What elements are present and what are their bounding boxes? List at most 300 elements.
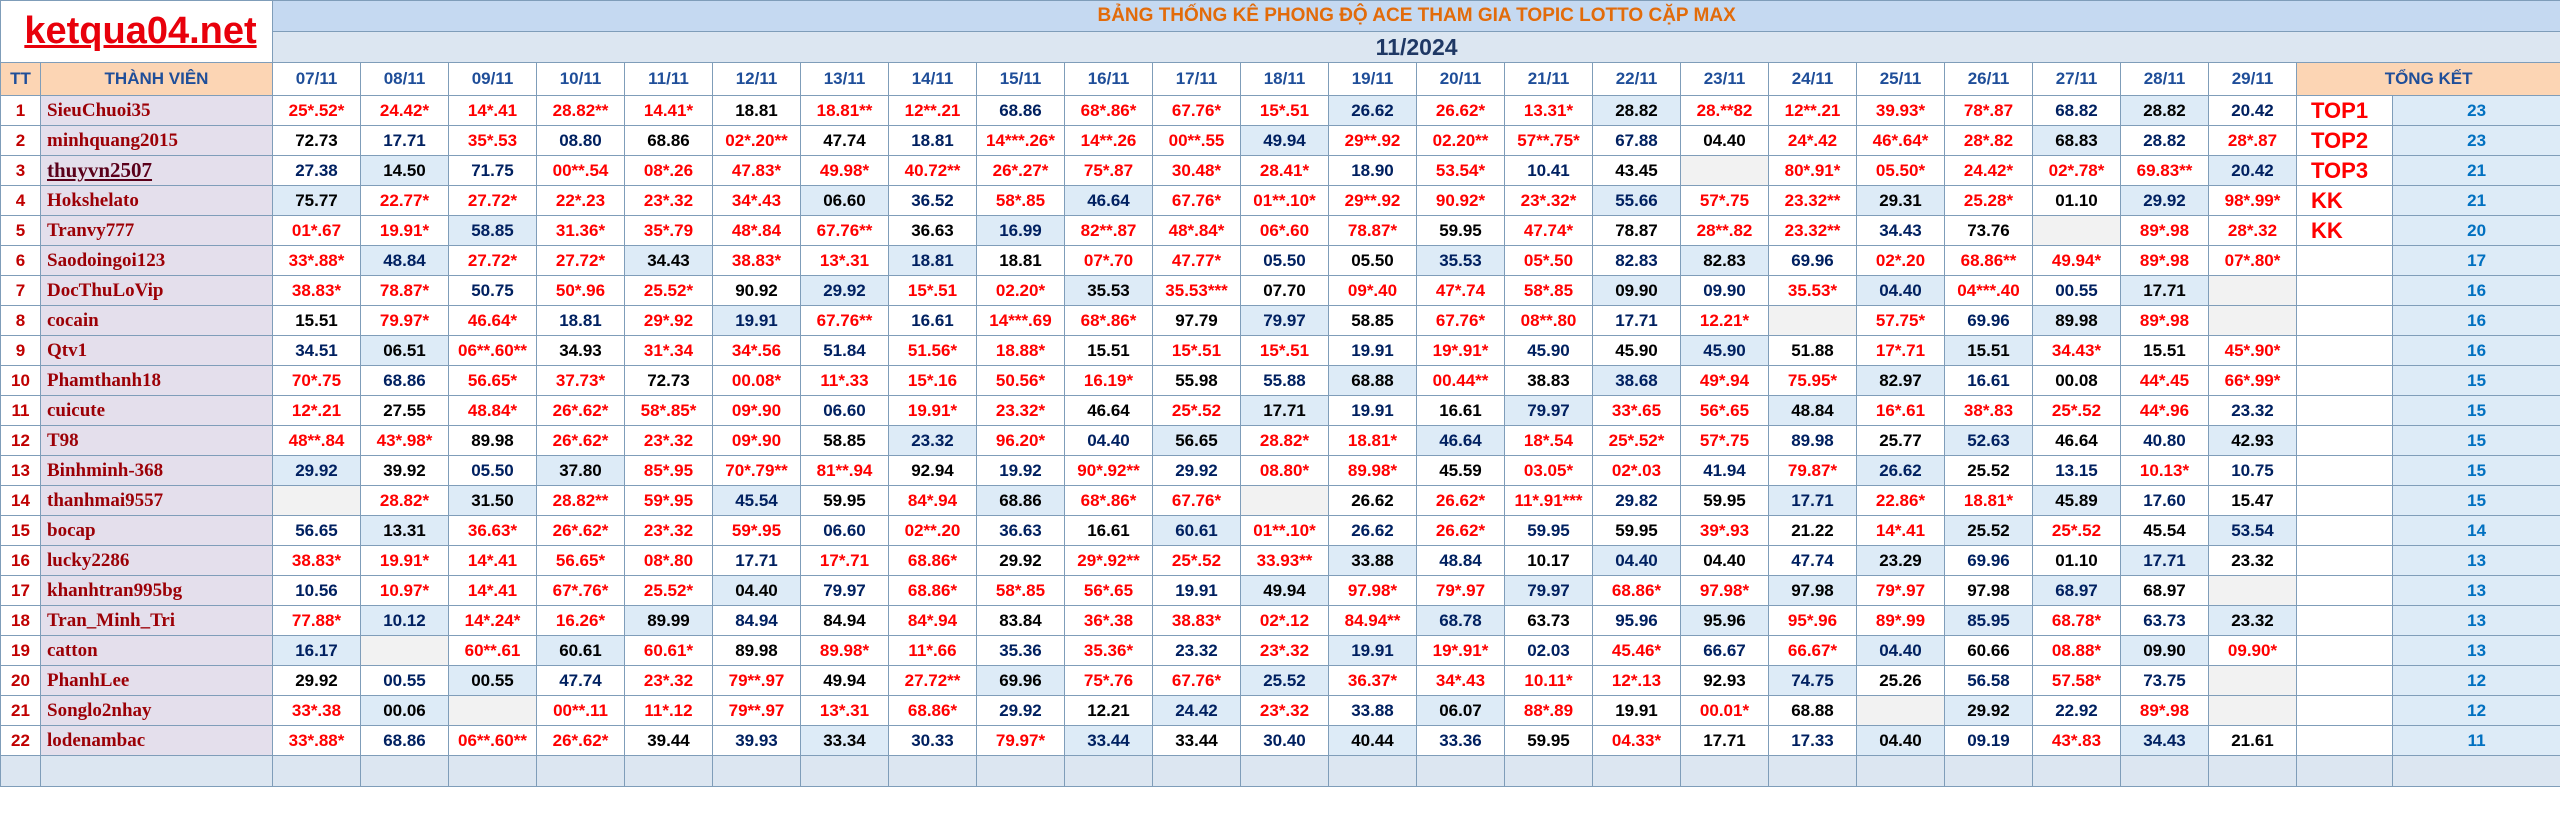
empty-cell bbox=[1241, 756, 1329, 787]
result-cell bbox=[449, 696, 537, 726]
result-cell: 78.87 bbox=[1593, 216, 1681, 246]
result-cell: 79.97* bbox=[361, 306, 449, 336]
result-cell: 27.72* bbox=[537, 246, 625, 276]
result-cell: 10.17 bbox=[1505, 546, 1593, 576]
result-cell: 85.95 bbox=[1945, 606, 2033, 636]
row-number: 22 bbox=[1, 726, 41, 756]
result-cell: 35*.53 bbox=[449, 126, 537, 156]
result-cell: 06.60 bbox=[801, 186, 889, 216]
result-cell: 01.10 bbox=[2033, 186, 2121, 216]
empty-cell bbox=[2297, 756, 2393, 787]
result-cell: 28*.87 bbox=[2209, 126, 2297, 156]
member-name[interactable]: Hokshelato bbox=[41, 186, 273, 216]
member-name[interactable]: catton bbox=[41, 636, 273, 666]
result-cell: 68.86 bbox=[977, 486, 1065, 516]
result-cell: 69.96 bbox=[1769, 246, 1857, 276]
month-label: 11/2024 bbox=[273, 32, 2560, 63]
date-header: 09/11 bbox=[449, 63, 537, 96]
result-cell: 49.94 bbox=[1241, 126, 1329, 156]
result-cell: 08*.26 bbox=[625, 156, 713, 186]
result-cell: 60.61 bbox=[1153, 516, 1241, 546]
row-number: 2 bbox=[1, 126, 41, 156]
result-cell: 38.83* bbox=[713, 246, 801, 276]
total-score: 16 bbox=[2393, 276, 2560, 306]
result-cell: 08.80 bbox=[537, 126, 625, 156]
date-header: 20/11 bbox=[1417, 63, 1505, 96]
result-cell: 28.82** bbox=[537, 486, 625, 516]
result-cell: 33.44 bbox=[1065, 726, 1153, 756]
result-cell: 53.54* bbox=[1417, 156, 1505, 186]
result-cell: 38.83* bbox=[273, 276, 361, 306]
result-cell: 18.81 bbox=[713, 96, 801, 126]
result-cell: 25*.52* bbox=[1593, 426, 1681, 456]
rank-label bbox=[2297, 276, 2393, 306]
result-cell: 39.92 bbox=[361, 456, 449, 486]
result-cell: 28.**82 bbox=[1681, 96, 1769, 126]
result-cell: 79*.97 bbox=[1417, 576, 1505, 606]
result-cell: 28.82 bbox=[2121, 96, 2209, 126]
result-cell: 27.38 bbox=[273, 156, 361, 186]
member-name[interactable]: lodenambac bbox=[41, 726, 273, 756]
result-cell: 67*.76* bbox=[537, 576, 625, 606]
result-cell: 84.94** bbox=[1329, 606, 1417, 636]
member-name[interactable]: Phamthanh18 bbox=[41, 366, 273, 396]
result-cell: 06.51 bbox=[361, 336, 449, 366]
result-cell: 89.98 bbox=[2033, 306, 2121, 336]
result-cell: 57*.75 bbox=[1681, 186, 1769, 216]
result-cell: 35*.79 bbox=[625, 216, 713, 246]
result-cell: 29**.92 bbox=[1329, 126, 1417, 156]
result-cell: 00.55 bbox=[2033, 276, 2121, 306]
site-logo[interactable]: ketqua04.net bbox=[1, 1, 273, 63]
result-cell: 12*.13 bbox=[1593, 666, 1681, 696]
member-name[interactable]: Songlo2nhay bbox=[41, 696, 273, 726]
result-cell: 25*.52* bbox=[273, 96, 361, 126]
result-cell: 67.88 bbox=[1593, 126, 1681, 156]
result-cell: 26.62* bbox=[1417, 516, 1505, 546]
result-cell: 49.94 bbox=[801, 666, 889, 696]
result-cell: 47.74 bbox=[1769, 546, 1857, 576]
result-cell: 78.87* bbox=[361, 276, 449, 306]
result-cell: 05.50 bbox=[449, 456, 537, 486]
result-cell: 82.83 bbox=[1593, 246, 1681, 276]
result-cell: 22.77* bbox=[361, 186, 449, 216]
result-cell: 28.82 bbox=[2121, 126, 2209, 156]
result-cell: 68*.86* bbox=[1065, 96, 1153, 126]
rank-label: KK bbox=[2297, 186, 2393, 216]
result-cell: 19*.91* bbox=[1417, 636, 1505, 666]
result-cell: 30.40 bbox=[1241, 726, 1329, 756]
result-cell: 60.61 bbox=[537, 636, 625, 666]
result-cell: 46.64 bbox=[1065, 396, 1153, 426]
result-cell: 89*.99 bbox=[1857, 606, 1945, 636]
rank-label: KK bbox=[2297, 216, 2393, 246]
result-cell: 85*.95 bbox=[625, 456, 713, 486]
total-score: 23 bbox=[2393, 96, 2560, 126]
member-name[interactable]: PhanhLee bbox=[41, 666, 273, 696]
result-cell: 17.71 bbox=[2121, 546, 2209, 576]
total-score: 13 bbox=[2393, 636, 2560, 666]
member-row bbox=[1, 516, 2560, 546]
result-cell bbox=[2209, 306, 2297, 336]
result-cell: 33*.88* bbox=[273, 726, 361, 756]
result-cell: 36.52 bbox=[889, 186, 977, 216]
result-cell: 56.65* bbox=[537, 546, 625, 576]
result-cell: 58*.85 bbox=[1505, 276, 1593, 306]
result-cell: 75.77 bbox=[273, 186, 361, 216]
result-cell: 58.85 bbox=[449, 216, 537, 246]
result-cell: 20.42 bbox=[2209, 96, 2297, 126]
result-cell: 10.41 bbox=[1505, 156, 1593, 186]
result-cell: 29.92 bbox=[273, 456, 361, 486]
rank-label bbox=[2297, 546, 2393, 576]
result-cell: 56*.65 bbox=[1065, 576, 1153, 606]
result-cell: 25.52 bbox=[1945, 456, 2033, 486]
date-header: 11/11 bbox=[625, 63, 713, 96]
date-header: 25/11 bbox=[1857, 63, 1945, 96]
member-name[interactable]: bocap bbox=[41, 516, 273, 546]
member-name[interactable]: thanhmai9557 bbox=[41, 486, 273, 516]
result-cell: 73.76 bbox=[1945, 216, 2033, 246]
result-cell: 06.60 bbox=[801, 516, 889, 546]
empty-cell bbox=[889, 756, 977, 787]
result-cell: 57**.75* bbox=[1505, 126, 1593, 156]
result-cell: 08*.80 bbox=[625, 546, 713, 576]
result-cell: 17.33 bbox=[1769, 726, 1857, 756]
result-cell: 68.86 bbox=[977, 96, 1065, 126]
summary-header: TỔNG KẾT bbox=[2297, 63, 2560, 96]
result-cell: 16*.61 bbox=[1857, 396, 1945, 426]
result-cell: 56*.65 bbox=[1681, 396, 1769, 426]
result-cell: 39.93 bbox=[713, 726, 801, 756]
result-cell: 25.77 bbox=[1857, 426, 1945, 456]
row-number: 11 bbox=[1, 396, 41, 426]
result-cell: 27.72* bbox=[449, 246, 537, 276]
result-cell: 21.22 bbox=[1769, 516, 1857, 546]
date-header: 08/11 bbox=[361, 63, 449, 96]
row-number: 20 bbox=[1, 666, 41, 696]
member-name[interactable]: Tran_Minh_Tri bbox=[41, 606, 273, 636]
result-cell: 29.92 bbox=[801, 276, 889, 306]
result-cell: 82**.87 bbox=[1065, 216, 1153, 246]
result-cell: 68.88 bbox=[1769, 696, 1857, 726]
result-cell: 68.97 bbox=[2033, 576, 2121, 606]
result-cell: 38.83* bbox=[1153, 606, 1241, 636]
date-header: 07/11 bbox=[273, 63, 361, 96]
result-cell bbox=[1769, 306, 1857, 336]
result-cell bbox=[1241, 486, 1329, 516]
result-cell: 12.21 bbox=[1065, 696, 1153, 726]
result-cell: 19*.91* bbox=[1417, 336, 1505, 366]
result-cell: 43*.83 bbox=[2033, 726, 2121, 756]
result-cell: 17*.71 bbox=[801, 546, 889, 576]
member-name[interactable]: cocain bbox=[41, 306, 273, 336]
rank-label bbox=[2297, 576, 2393, 606]
result-cell: 90*.92** bbox=[1065, 456, 1153, 486]
row-number: 6 bbox=[1, 246, 41, 276]
member-name[interactable]: Binhminh-368 bbox=[41, 456, 273, 486]
tt-header: TT bbox=[1, 63, 41, 96]
result-cell: 15.51 bbox=[2121, 336, 2209, 366]
member-row bbox=[1, 456, 2560, 486]
result-cell: 45.54 bbox=[2121, 516, 2209, 546]
date-header: 14/11 bbox=[889, 63, 977, 96]
member-name[interactable]: Tranvy777 bbox=[41, 216, 273, 246]
result-cell: 56.65* bbox=[449, 366, 537, 396]
rank-label bbox=[2297, 696, 2393, 726]
result-cell: 19.91 bbox=[1593, 696, 1681, 726]
result-cell: 28*.82 bbox=[1945, 126, 2033, 156]
result-cell: 68.86 bbox=[361, 366, 449, 396]
result-cell: 20.42 bbox=[2209, 156, 2297, 186]
result-cell: 59.95 bbox=[1505, 726, 1593, 756]
member-row bbox=[1, 126, 2560, 156]
result-cell: 19.91 bbox=[1153, 576, 1241, 606]
result-cell: 34*.43 bbox=[1417, 666, 1505, 696]
result-cell: 04.40 bbox=[1857, 276, 1945, 306]
total-score: 21 bbox=[2393, 186, 2560, 216]
result-cell: 89.98 bbox=[713, 636, 801, 666]
result-cell: 67.76* bbox=[1153, 96, 1241, 126]
result-cell: 36.37* bbox=[1329, 666, 1417, 696]
date-header: 16/11 bbox=[1065, 63, 1153, 96]
member-name[interactable]: cuicute bbox=[41, 396, 273, 426]
row-number: 9 bbox=[1, 336, 41, 366]
result-cell: 52.63 bbox=[1945, 426, 2033, 456]
date-header: 27/11 bbox=[2033, 63, 2121, 96]
total-score: 16 bbox=[2393, 306, 2560, 336]
empty-cell bbox=[977, 756, 1065, 787]
result-cell: 23.32* bbox=[977, 396, 1065, 426]
result-cell: 17.71 bbox=[1593, 306, 1681, 336]
total-score: 11 bbox=[2393, 726, 2560, 756]
result-cell: 49.98* bbox=[801, 156, 889, 186]
date-header: 22/11 bbox=[1593, 63, 1681, 96]
result-cell: 89.98 bbox=[449, 426, 537, 456]
result-cell: 67.76* bbox=[1417, 306, 1505, 336]
total-score: 17 bbox=[2393, 246, 2560, 276]
result-cell: 08.80* bbox=[1241, 456, 1329, 486]
result-cell: 10.13* bbox=[2121, 456, 2209, 486]
result-cell bbox=[2209, 666, 2297, 696]
result-cell: 40.80 bbox=[2121, 426, 2209, 456]
total-score: 14 bbox=[2393, 516, 2560, 546]
result-cell: 23*.32 bbox=[1241, 696, 1329, 726]
result-cell: 28.41* bbox=[1241, 156, 1329, 186]
result-cell: 69.96 bbox=[1945, 546, 2033, 576]
result-cell: 56.65 bbox=[273, 516, 361, 546]
result-cell: 19.91* bbox=[361, 546, 449, 576]
result-cell: 05.50* bbox=[1857, 156, 1945, 186]
member-name[interactable]: SieuChuoi35 bbox=[41, 96, 273, 126]
row-number: 19 bbox=[1, 636, 41, 666]
result-cell: 37.80 bbox=[537, 456, 625, 486]
row-number: 12 bbox=[1, 426, 41, 456]
row-number: 15 bbox=[1, 516, 41, 546]
result-cell: 69.83** bbox=[2121, 156, 2209, 186]
result-cell: 46.64 bbox=[1417, 426, 1505, 456]
result-cell: 47.77* bbox=[1153, 246, 1241, 276]
member-row bbox=[1, 396, 2560, 426]
result-cell: 68.86* bbox=[889, 696, 977, 726]
member-name[interactable]: DocThuLoVip bbox=[41, 276, 273, 306]
empty-cell bbox=[273, 756, 361, 787]
result-cell: 66*.99* bbox=[2209, 366, 2297, 396]
result-cell: 25.26 bbox=[1857, 666, 1945, 696]
rank-label: TOP1 bbox=[2297, 96, 2393, 126]
result-cell: 02.20* bbox=[977, 276, 1065, 306]
result-cell: 10.56 bbox=[273, 576, 361, 606]
result-cell: 26.62* bbox=[1417, 486, 1505, 516]
result-cell: 98*.99* bbox=[2209, 186, 2297, 216]
result-cell: 28.82* bbox=[361, 486, 449, 516]
result-cell: 05.50 bbox=[1329, 246, 1417, 276]
result-cell: 79.97 bbox=[1505, 396, 1593, 426]
result-cell: 68.86* bbox=[889, 546, 977, 576]
result-cell: 79.87* bbox=[1769, 456, 1857, 486]
result-cell: 55.88 bbox=[1241, 366, 1329, 396]
result-cell: 33.36 bbox=[1417, 726, 1505, 756]
result-cell: 77.88* bbox=[273, 606, 361, 636]
result-cell: 24.42* bbox=[361, 96, 449, 126]
result-cell: 02*.12 bbox=[1241, 606, 1329, 636]
empty-row bbox=[1, 756, 2560, 787]
result-cell: 33.88 bbox=[1329, 546, 1417, 576]
result-cell: 26.62 bbox=[1329, 486, 1417, 516]
result-cell: 56.65 bbox=[1153, 426, 1241, 456]
result-cell: 12*.21 bbox=[273, 396, 361, 426]
member-row bbox=[1, 696, 2560, 726]
result-cell: 68.86 bbox=[625, 126, 713, 156]
empty-cell bbox=[625, 756, 713, 787]
rank-label bbox=[2297, 396, 2393, 426]
result-cell: 96.20* bbox=[977, 426, 1065, 456]
result-cell: 21.61 bbox=[2209, 726, 2297, 756]
result-cell: 51.56* bbox=[889, 336, 977, 366]
result-cell: 46.64 bbox=[1065, 186, 1153, 216]
result-cell: 14**.26 bbox=[1065, 126, 1153, 156]
member-name[interactable]: thuyvn2507 bbox=[41, 156, 273, 186]
member-name[interactable]: Qtv1 bbox=[41, 336, 273, 366]
result-cell: 23.32 bbox=[2209, 396, 2297, 426]
result-cell: 29**.92 bbox=[1329, 186, 1417, 216]
total-score: 16 bbox=[2393, 336, 2560, 366]
result-cell: 14.50 bbox=[361, 156, 449, 186]
row-number: 4 bbox=[1, 186, 41, 216]
result-cell: 02*.20 bbox=[1857, 246, 1945, 276]
result-cell: 23*.32 bbox=[625, 426, 713, 456]
empty-cell bbox=[713, 756, 801, 787]
result-cell: 23.32** bbox=[1769, 216, 1857, 246]
result-cell: 04.40 bbox=[1681, 126, 1769, 156]
result-cell: 34*.43 bbox=[713, 186, 801, 216]
total-score: 21 bbox=[2393, 156, 2560, 186]
result-cell: 34.93 bbox=[537, 336, 625, 366]
result-cell: 26.62 bbox=[1857, 456, 1945, 486]
member-name[interactable]: lucky2286 bbox=[41, 546, 273, 576]
result-cell: 90.92 bbox=[713, 276, 801, 306]
empty-cell bbox=[1, 756, 41, 787]
result-cell: 67.76** bbox=[801, 216, 889, 246]
result-cell: 79.97 bbox=[1505, 576, 1593, 606]
rank-label bbox=[2297, 456, 2393, 486]
result-cell: 66.67* bbox=[1769, 636, 1857, 666]
member-name[interactable]: Saodoingoi123 bbox=[41, 246, 273, 276]
result-cell: 59.95 bbox=[1505, 516, 1593, 546]
result-cell: 38.68 bbox=[1593, 366, 1681, 396]
result-cell: 22*.23 bbox=[537, 186, 625, 216]
result-cell: 80*.91* bbox=[1769, 156, 1857, 186]
result-cell: 22.86* bbox=[1857, 486, 1945, 516]
total-score: 20 bbox=[2393, 216, 2560, 246]
member-row bbox=[1, 606, 2560, 636]
result-cell: 01**.10* bbox=[1241, 186, 1329, 216]
result-cell: 89.98* bbox=[1329, 456, 1417, 486]
rank-label bbox=[2297, 516, 2393, 546]
result-cell: 18.90 bbox=[1329, 156, 1417, 186]
result-cell: 04.40 bbox=[1857, 636, 1945, 666]
result-cell: 84.94 bbox=[713, 606, 801, 636]
result-cell: 45.46* bbox=[1593, 636, 1681, 666]
result-cell: 16.17 bbox=[273, 636, 361, 666]
result-cell: 00**.11 bbox=[537, 696, 625, 726]
date-header: 28/11 bbox=[2121, 63, 2209, 96]
result-cell: 00.01* bbox=[1681, 696, 1769, 726]
result-cell: 89*.98 bbox=[2121, 306, 2209, 336]
result-cell: 34.51 bbox=[273, 336, 361, 366]
result-cell: 75.95* bbox=[1769, 366, 1857, 396]
result-cell: 39.44 bbox=[625, 726, 713, 756]
result-cell: 18.88* bbox=[977, 336, 1065, 366]
result-cell: 19.91 bbox=[1329, 396, 1417, 426]
result-cell: 23.32 bbox=[2209, 606, 2297, 636]
member-name[interactable]: khanhtran995bg bbox=[41, 576, 273, 606]
result-cell: 09.90 bbox=[1593, 276, 1681, 306]
result-cell: 97.98 bbox=[1769, 576, 1857, 606]
member-row bbox=[1, 546, 2560, 576]
result-cell: 31.36* bbox=[537, 216, 625, 246]
empty-cell bbox=[2209, 756, 2297, 787]
result-cell: 23*.32* bbox=[1505, 186, 1593, 216]
result-cell: 92.94 bbox=[889, 456, 977, 486]
result-cell: 55.98 bbox=[1153, 366, 1241, 396]
result-cell: 26*.62* bbox=[537, 426, 625, 456]
result-cell: 06**.60** bbox=[449, 336, 537, 366]
result-cell: 68.88 bbox=[1329, 366, 1417, 396]
member-name[interactable]: minhquang2015 bbox=[41, 126, 273, 156]
row-number: 13 bbox=[1, 456, 41, 486]
member-name[interactable]: T98 bbox=[41, 426, 273, 456]
result-cell: 06**.60** bbox=[449, 726, 537, 756]
result-cell: 15.51 bbox=[1065, 336, 1153, 366]
result-cell: 27.72** bbox=[889, 666, 977, 696]
result-cell: 09.90 bbox=[2121, 636, 2209, 666]
result-cell: 97.98* bbox=[1681, 576, 1769, 606]
member-row bbox=[1, 486, 2560, 516]
row-number: 10 bbox=[1, 366, 41, 396]
row-number: 8 bbox=[1, 306, 41, 336]
row-number: 16 bbox=[1, 546, 41, 576]
result-cell: 25.52* bbox=[625, 576, 713, 606]
result-cell: 37.73* bbox=[537, 366, 625, 396]
result-cell: 02**.20 bbox=[889, 516, 977, 546]
empty-cell bbox=[2033, 756, 2121, 787]
result-cell: 23*.32 bbox=[625, 186, 713, 216]
result-cell: 40.44 bbox=[1329, 726, 1417, 756]
rank-label bbox=[2297, 426, 2393, 456]
date-header: 29/11 bbox=[2209, 63, 2297, 96]
result-cell: 00.06 bbox=[361, 696, 449, 726]
